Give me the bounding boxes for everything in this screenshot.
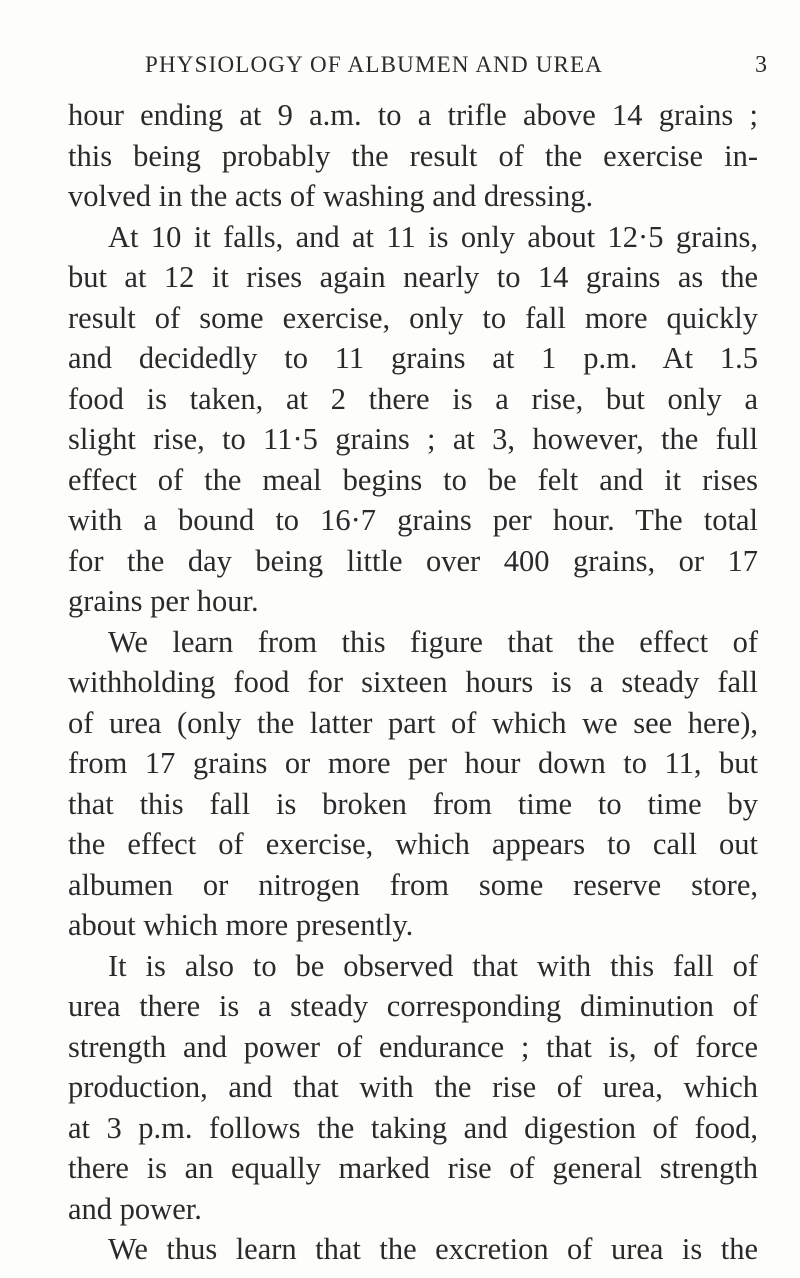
text-line: slight rise, to 11·5 grains ; at 3, however, the full xyxy=(68,422,758,456)
text-line: for the day being little over 400 grains, or 17 xyxy=(68,543,758,578)
text-line: hour ending at 9 a.m. to a trifle above 14 grains ; xyxy=(68,98,758,132)
text-line: effect of the meal begins to be felt and it rises xyxy=(68,462,758,497)
text-line: but at 12 it rises again nearly to 14 grains as the xyxy=(68,260,758,294)
text-line: volved in the acts of washing and dressing. xyxy=(68,179,594,213)
text-line: about which more presently. xyxy=(68,908,414,942)
text-line: that this fall is broken from time to time by xyxy=(68,786,758,821)
running-head xyxy=(0,52,800,82)
text-line: at 3 p.m. follows the taking and digestion of food, xyxy=(68,1110,758,1145)
text-line: withholding food for sixteen hours is a steady fall xyxy=(68,665,758,699)
text-line: and decidedly to 11 grains at 1 p.m. At 1.5 xyxy=(68,341,758,375)
text-line: production, and that with the rise of urea, which xyxy=(68,1070,758,1104)
text-line: from 17 grains or more per hour down to 11, but xyxy=(68,746,758,780)
text-line: there is an equally marked rise of general strength xyxy=(68,1151,758,1185)
text-line: urea there is a steady corresponding diminution of xyxy=(68,989,758,1023)
text-line: We learn from this figure that the effect of xyxy=(108,624,758,659)
text-line: It is also to be observed that with this fall of xyxy=(108,948,758,983)
text-line: food is taken, at 2 there is a rise, but only a xyxy=(68,381,758,416)
text-line: the effect of exercise, which appears to call out xyxy=(68,827,758,861)
text-line: At 10 it falls, and at 11 is only about 12·5 grains, xyxy=(108,219,758,254)
text-line: albumen or nitrogen from some reserve store, xyxy=(68,867,758,902)
text-line: with a bound to 16·7 grains per hour. The total xyxy=(68,503,758,537)
body-text xyxy=(68,95,758,1270)
running-title: PHYSIOLOGY OF ALBUMEN AND UREA xyxy=(145,52,604,77)
text-line: of urea (only the latter part of which we see here), xyxy=(68,705,758,740)
text-line: and power. xyxy=(68,1191,202,1226)
text-line: this being probably the result of the exercise in- xyxy=(68,138,758,173)
text-line: strength and power of endurance ; that is, of force xyxy=(68,1029,758,1064)
text-line: grains per hour. xyxy=(68,584,259,618)
page-number: 3 xyxy=(755,52,767,78)
text-line: We thus learn that the excretion of urea is the xyxy=(108,1232,758,1266)
text-line: result of some exercise, only to fall more quickly xyxy=(68,300,758,335)
